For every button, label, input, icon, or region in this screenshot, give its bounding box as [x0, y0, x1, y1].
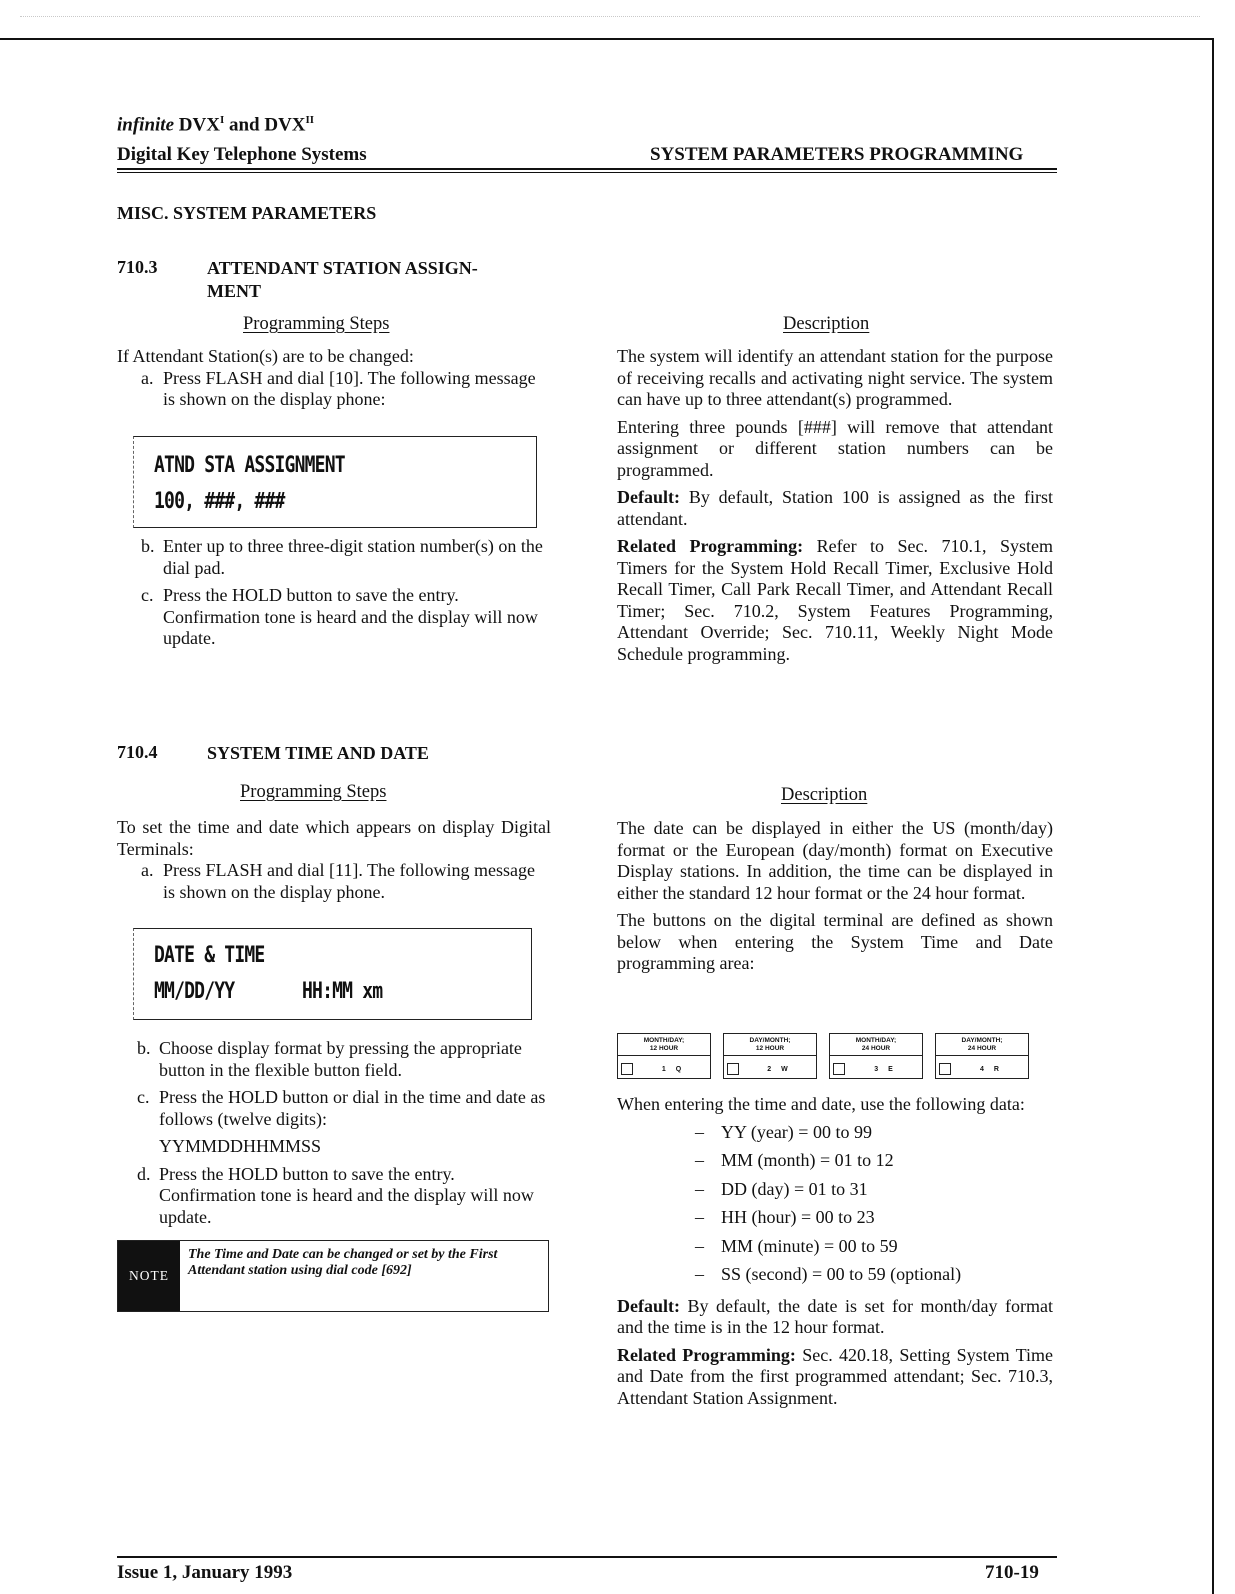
header-brand: infinite	[117, 114, 175, 136]
format-button-label-l2: 24 HOUR	[967, 1045, 997, 1052]
footer-issue: Issue 1, January 1993	[117, 1562, 293, 1583]
related-text: Sec. 420.18, Setting System Time and Date from the first programmed attendant; Sec. 710.3, Attendant Station Assignment.	[617, 1344, 1053, 1408]
format-button-label-l2: 24 HOUR	[861, 1045, 891, 1052]
step-text: Press FLASH and dial [10]. The following message is shown on the display phone:	[163, 367, 536, 409]
list-dash: –	[695, 1264, 704, 1284]
step-text: Press the HOLD button or dial in the time and date as follows (twelve digits):	[159, 1087, 546, 1129]
format-button-key	[633, 1066, 710, 1073]
step-text: Press the HOLD button to save the entry. Confirmation tone is heard and the display will now update.	[159, 1163, 534, 1227]
format-button-num: 4	[980, 1065, 994, 1073]
step-label: a.	[141, 860, 154, 880]
default-label: Default:	[617, 1295, 680, 1316]
list-dash: –	[695, 1178, 704, 1199]
format-button-key	[739, 1066, 816, 1073]
section-7104-intro: To set the time and date which appears on display Digital Terminals:	[117, 817, 551, 859]
list-dash: –	[695, 1235, 704, 1256]
section-7104-default	[617, 1296, 1053, 1339]
format-button-label-l2: 12 HOUR	[755, 1045, 785, 1052]
list-item-text: MM (month) = 01 to 12	[721, 1150, 894, 1170]
list-dash: –	[695, 1150, 704, 1170]
section-7104-desc-heading: Description	[781, 785, 868, 805]
section-7103-intro: If Attendant Station(s) are to be changed:	[117, 346, 414, 366]
flexible-button-diagram	[617, 1033, 1029, 1079]
section-7103-desc-heading: Description	[783, 314, 870, 334]
scan-noise-line	[20, 16, 1200, 17]
header-product-title	[117, 114, 314, 136]
header-section: SYSTEM PARAMETERS PROGRAMMING	[650, 144, 1024, 165]
section-7103-steps-heading: Programming Steps	[243, 314, 390, 334]
led-icon	[621, 1063, 633, 1075]
header-and: and DVX	[228, 114, 306, 136]
lcd-line-1: ATND STA ASSIGNMENT	[154, 453, 345, 478]
step-text: Press FLASH and dial [11]. The following message is shown on the display phone.	[163, 860, 535, 902]
default-text: By default, the date is set for month/day format and the time is in the 12 hour format.	[617, 1295, 1053, 1337]
list-item	[695, 1122, 1053, 1144]
list-item-text: SS (second) = 00 to 59 (optional)	[721, 1264, 962, 1284]
led-icon	[939, 1063, 951, 1075]
format-button-letter: R	[993, 1065, 1009, 1073]
list-item	[695, 1207, 1053, 1229]
step-label: d.	[137, 1163, 151, 1184]
format-button-3	[829, 1033, 923, 1079]
format-button-label	[618, 1034, 710, 1056]
related-label: Related Programming:	[617, 536, 804, 556]
note-text: The Time and Date can be changed or set by the First Attendant station using dial code [692]	[188, 1247, 498, 1278]
section-7103-title-line2: MENT	[207, 281, 261, 301]
header-title: DVX	[178, 114, 220, 136]
section-7104-step-b	[117, 1038, 551, 1081]
default-label: Default:	[617, 487, 680, 507]
format-button-label	[724, 1034, 816, 1056]
section-7103-desc-p2: Entering three pounds [###] will remove that attendant assignment or different station numbers can be programmed.	[617, 416, 1053, 480]
step-label: c.	[141, 585, 154, 605]
footer-page-number: 710-19	[985, 1562, 1039, 1583]
led-icon	[833, 1063, 845, 1075]
format-button-label-l1: DAY/MONTH;	[961, 1037, 1003, 1044]
step-label: c.	[137, 1087, 150, 1107]
section-7104-desc-p2: The buttons on the digital terminal are defined as shown below when entering the System Time and Date programming area:	[617, 910, 1053, 973]
format-button-key	[951, 1066, 1028, 1073]
section-7104-steps-heading: Programming Steps	[240, 782, 387, 802]
format-button-label-l1: MONTH/DAY;	[643, 1037, 685, 1044]
related-text: Refer to Sec. 710.1, System Timers for the System Hold Recall Timer, Exclusive Hold Recall Timer, Call Park Recall Timer, and Attendant Recall Timer; Sec. 710.2, System Features Programming, Attendant Override; Sec. 710.11, Weekly Night Mode Schedule programming.	[617, 536, 1053, 664]
section-7103-title-line1: ATTENDANT STATION ASSIGN-	[207, 258, 478, 278]
lcd-display-datetime	[133, 928, 532, 1020]
format-button-num: 3	[874, 1065, 889, 1073]
format-button-label-l2: 12 HOUR	[649, 1045, 679, 1052]
section-7103-steps-cont	[117, 536, 551, 650]
format-button-num: 2	[767, 1065, 782, 1073]
header-mark2: II	[305, 114, 315, 126]
section-7104-desc-p1: The date can be displayed in either the US (month/day) format or the European (day/month) format on Executive Display stations. In addition, the time can be displayed in either the standard 12 hour format or the 24 hour format.	[617, 818, 1053, 903]
step-label: b.	[137, 1038, 151, 1058]
section-7103-description	[617, 346, 1053, 671]
header-rule-thin	[117, 172, 1057, 173]
step-text: Enter up to three three-digit station number(s) on the dial pad.	[163, 536, 543, 578]
step-label: a.	[141, 367, 154, 388]
top-border-rule	[0, 38, 1213, 40]
section-7103-step-b	[117, 536, 551, 579]
list-item	[695, 1179, 1053, 1201]
header-rule	[117, 168, 1057, 170]
list-dash: –	[695, 1121, 704, 1142]
lcd-line-1: DATE & TIME	[154, 943, 265, 968]
list-dash: –	[695, 1207, 704, 1227]
section-7104-title: SYSTEM TIME AND DATE	[207, 743, 429, 763]
format-button-letter: W	[781, 1065, 798, 1073]
list-item	[695, 1150, 1053, 1172]
section-7103-default	[617, 487, 1053, 530]
step-text: Press the HOLD button to save the entry. Confirmation tone is heard and the display will now update.	[163, 585, 538, 648]
section-7103-step-a	[117, 368, 551, 411]
section-7103-related	[617, 536, 1053, 665]
header-subtitle: Digital Key Telephone Systems	[117, 144, 367, 165]
format-button-label	[830, 1034, 922, 1056]
format-button-num: 1	[661, 1065, 676, 1073]
list-item-text: HH (hour) = 00 to 23	[721, 1207, 875, 1227]
footer-rule	[117, 1556, 1057, 1558]
list-item-text: MM (minute) = 00 to 59	[721, 1235, 898, 1256]
header-mark1: I	[219, 114, 225, 126]
section-7103-step-c	[117, 585, 551, 650]
related-label: Related Programming:	[617, 1344, 796, 1365]
section-7104-related	[617, 1345, 1053, 1410]
section-7103-steps	[117, 346, 551, 411]
page-heading: MISC. SYSTEM PARAMETERS	[117, 203, 377, 223]
format-button-2	[723, 1033, 817, 1079]
step-text: Choose display format by pressing the appropriate button in the flexible button field.	[159, 1038, 522, 1080]
section-7104-description	[617, 818, 1053, 981]
format-button-keys	[936, 1060, 1028, 1078]
default-text: By default, Station 100 is assigned as the first attendant.	[617, 487, 1053, 529]
lcd-line-2: 100, ###, ###	[154, 489, 285, 514]
step-label: b.	[141, 536, 155, 556]
section-7104-number: 710.4	[117, 742, 158, 762]
section-7104-step-a	[117, 860, 551, 903]
format-button-label-l1: DAY/MONTH;	[749, 1037, 791, 1044]
format-code: YYMMDDHHMMSS	[159, 1136, 322, 1156]
section-7103-desc-p1: The system will identify an attendant station for the purpose of receiving recalls and activating night service. The system can have up to three attendant(s) programmed.	[617, 346, 1053, 409]
section-7104-steps-cont	[117, 1038, 551, 1228]
section-7103-number: 710.3	[117, 257, 158, 277]
list-item	[695, 1264, 1053, 1286]
format-button-label-l1: MONTH/DAY;	[855, 1037, 897, 1044]
format-button-key	[845, 1066, 922, 1073]
section-7104-step-d	[117, 1164, 551, 1229]
right-border-rule	[1212, 38, 1214, 1594]
format-button-1	[617, 1033, 711, 1079]
format-button-letter: Q	[675, 1065, 692, 1073]
lcd-line-2b: HH:MM xm	[302, 979, 383, 1004]
section-7104-step-c	[117, 1087, 551, 1130]
format-button-letter: E	[888, 1065, 903, 1073]
section-7104-desc-p3: When entering the time and date, use the following data:	[617, 1094, 1025, 1114]
note-label: NOTE	[118, 1241, 180, 1311]
time-date-data-list	[617, 1122, 1053, 1286]
note-box	[117, 1240, 549, 1312]
format-button-keys	[724, 1060, 816, 1078]
format-button-label	[936, 1034, 1028, 1056]
section-7103-title	[207, 257, 478, 303]
lcd-line-2a: MM/DD/YY	[154, 979, 235, 1004]
format-button-keys	[618, 1060, 710, 1078]
section-7104-steps	[117, 817, 551, 903]
section-7104-description-cont	[617, 1094, 1053, 1415]
list-item-text: DD (day) = 01 to 31	[721, 1178, 868, 1199]
format-button-4	[935, 1033, 1029, 1079]
list-item-text: YY (year) = 00 to 99	[721, 1121, 872, 1142]
lcd-display-attendant	[133, 436, 537, 528]
list-item	[695, 1236, 1053, 1258]
format-button-keys	[830, 1060, 922, 1078]
led-icon	[727, 1063, 739, 1075]
